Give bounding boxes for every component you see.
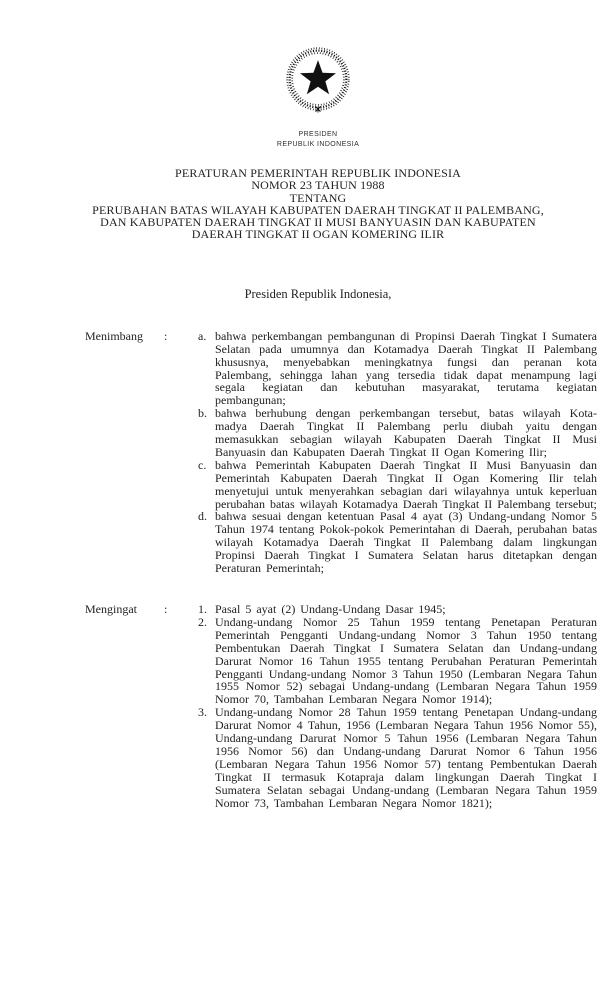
- section-mengingat: [85, 603, 597, 810]
- item-marker: c.: [198, 457, 207, 472]
- list-item: [198, 706, 597, 809]
- list-item: [198, 330, 597, 407]
- list-item: [198, 510, 597, 575]
- section-label: [85, 603, 198, 810]
- item-text: bahwa berhubung dengan perkembangan tersebut, batas wilayah Kota- madya Daerah Tingkat II Palembang perlu diubah yaitu dengan memasukkan sebagian wilayah Kabupaten Daerah Tingkat II Musi Banyuasin dan Kabupaten Daerah Tingkat II Ogan Komering Ilir;: [215, 406, 597, 459]
- section-label-text: Mengingat: [85, 602, 137, 616]
- salutation: Presiden Republik Indonesia,: [244, 286, 392, 301]
- item-marker: b.: [198, 406, 207, 421]
- item-text: bahwa Pemerintah Kabupaten Daerah Tingkat II Musi Banyuasin dan Pemerintah Kabupaten Daerah Tingkat II Ogan Komering Ilir telah menyetujui untuk menyerahkan sebagian dari wilayahnya untuk keperluan perubahan batas wilayah Kotamadya Daerah Tingkat II Palembang tersebut;: [215, 457, 597, 511]
- section-colon: :: [164, 328, 168, 343]
- item-marker: a.: [198, 328, 207, 343]
- header-presiden-label: PRESIDEN: [298, 131, 338, 138]
- list-item: [198, 459, 597, 511]
- header-republik-label: REPUBLIK INDONESIA: [276, 140, 360, 148]
- document-title: [78, 167, 558, 241]
- section-label-text: Menimbang: [85, 328, 143, 343]
- item-marker: 2.: [198, 614, 207, 629]
- item-text: bahwa perkembangan pembangunan di Propinsi Daerah Tingkat I Sumatera Selatan pada umumnya dan Kotamadya Daerah Tingkat II Palembang khususnya, menyebabkan meningkatnya fungsi dan peranan kota Palembang, sehingga lahan yang tersedia tidak dapat menampung lagi segala kegiatan dan kebutuhan masyarakat, terutama kegiatan pembangunan;: [215, 328, 597, 408]
- title-subject: PERUBAHAN BATAS WILAYAH KABUPATEN DAERAH TINGKAT II PALEMBANG, DAN KABUPATEN DAERAH TINGKAT II MUSI BANYUASIN DAN KABUPATEN DAERAH TINGKAT II OGAN KOMERING ILIR: [92, 202, 544, 242]
- title-regulation-line: PERATURAN PEMERINTAH REPUBLIK INDONESIA: [175, 166, 461, 180]
- title-number-line: NOMOR 23 TAHUN 1988: [251, 178, 385, 193]
- list-item: [198, 407, 597, 459]
- item-text: Undang-undang Nomor 25 Tahun 1959 tentang Penetapan Peraturan Pemerintah Pengganti Undang-undang Nomor 3 Tahun 1950 tentang Pembentukan Daerah Tingkat I Sumatera Selatan dan Undang-undang Darurat Nomor 16 Tahun 1955 tentang Perubahan Peraturan Pemerintah Pengganti Undang-undang Nomor 3 Tahun 1950 (Lembaran Negara Tahun 1955 Nomor 52) sebagai Undang-undang (Lembaran Negara Tahun 1959 Nomor 70, Tambahan Lembaran Negara Nomor 1914);: [215, 614, 597, 707]
- star-icon: [300, 60, 336, 94]
- item-text: Undang-undang Nomor 28 Tahun 1959 tentang Penetapan Undang-undang Darurat Nomor 4 Tahun, 1956 (Lembaran Negara Tahun 1956 Nomor 55), Undang-undang Darurat Nomor 5 Tahun 1956 (Lembaran Negara Tahun 1956 Nomor 56) dan Undang-undang Darurat Nomor 6 Tahun 1956 (Lembaran Negara Tahun 1956 Nomor 57) tentang Pembentukan Daerah Tingkat II termasuk Kotapraja dalam lingkungan Daerah Tingkat I Sumatera Selatan sebagai Undang-undang (Lembaran Negara Tahun 1959 Nomor 73, Tambahan Lembaran Negara Nomor 1821);: [215, 705, 597, 810]
- document-header: [83, 0, 553, 149]
- item-text: Pasal 5 ayat (2) Undang-Undang Dasar 1945;: [215, 602, 446, 616]
- presidential-seal-icon: [283, 44, 353, 114]
- section-menimbang: [85, 330, 597, 575]
- item-marker: d.: [198, 509, 207, 524]
- list-item: [198, 603, 597, 616]
- title-tentang-line: TENTANG: [289, 190, 347, 205]
- item-text: bahwa sesuai dengan ketentuan Pasal 4 ayat (3) Undang-undang Nomor 5 Tahun 1974 tentang Pokok-pokok Pemerintahan di Daerah, perubahan batas wilayah Kotamadya Daerah Tingkat II Palembang dalam lingkungan Propinsi Daerah Tingkat I Sumatera Selatan harus ditetapkan dengan Peraturan Pemerintah;: [215, 509, 597, 576]
- item-marker: 3.: [198, 705, 207, 720]
- section-label: [85, 330, 198, 575]
- section-items: [198, 330, 597, 575]
- section-items: [198, 603, 597, 810]
- section-colon: :: [164, 602, 168, 616]
- item-marker: 1.: [198, 602, 207, 616]
- list-item: [198, 616, 597, 706]
